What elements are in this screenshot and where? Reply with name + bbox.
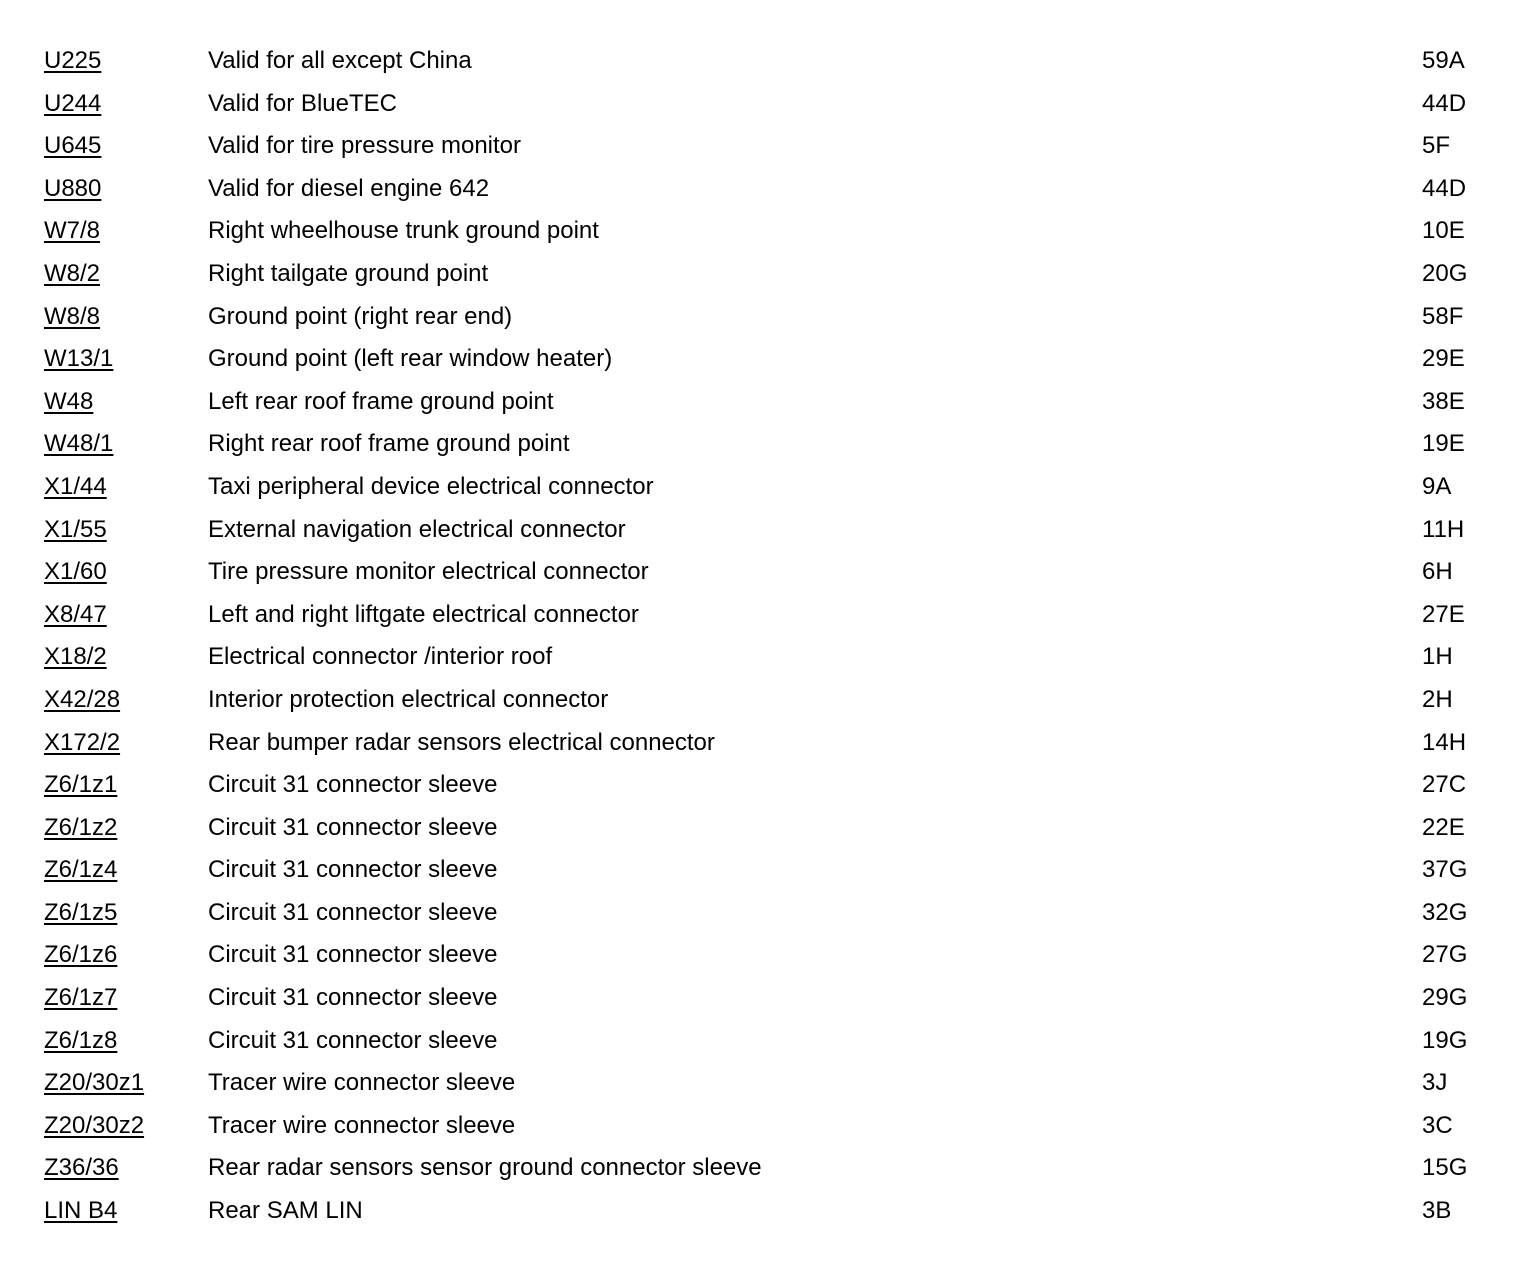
component-description: Left and right liftgate electrical connector bbox=[208, 600, 639, 628]
legend-row bbox=[0, 764, 1520, 807]
component-code-link[interactable]: X1/55 bbox=[44, 515, 107, 543]
legend-row bbox=[0, 423, 1520, 466]
legend-row bbox=[0, 40, 1520, 83]
component-code-link[interactable]: U225 bbox=[44, 47, 102, 74]
component-code-link[interactable]: X1/44 bbox=[44, 472, 107, 500]
legend-row bbox=[0, 466, 1520, 509]
legend-row bbox=[0, 1020, 1520, 1063]
grid-location: 59A bbox=[1422, 47, 1465, 74]
grid-location: 38E bbox=[1422, 387, 1465, 415]
component-description: Valid for diesel engine 642 bbox=[208, 174, 490, 202]
component-description: Valid for BlueTEC bbox=[208, 89, 397, 117]
component-description: Rear SAM LIN bbox=[208, 1197, 363, 1225]
component-description: Circuit 31 connector sleeve bbox=[208, 856, 498, 884]
legend-row bbox=[0, 679, 1520, 722]
grid-location: 44D bbox=[1422, 89, 1467, 117]
component-description: Circuit 31 connector sleeve bbox=[208, 941, 498, 969]
legend-row bbox=[0, 83, 1520, 126]
component-description: Circuit 31 connector sleeve bbox=[208, 984, 498, 1012]
grid-location: 27E bbox=[1422, 600, 1465, 628]
component-description: Interior protection electrical connector bbox=[208, 685, 609, 713]
legend-row bbox=[0, 210, 1520, 253]
legend-row bbox=[0, 807, 1520, 850]
grid-location: 44D bbox=[1422, 174, 1467, 202]
legend-row bbox=[0, 977, 1520, 1020]
component-code-link[interactable]: Z6/1z8 bbox=[44, 1026, 118, 1054]
legend-row bbox=[0, 509, 1520, 552]
component-code-link[interactable]: X8/47 bbox=[44, 600, 107, 628]
grid-location: 11H bbox=[1422, 515, 1465, 543]
component-code-link[interactable]: Z36/36 bbox=[44, 1154, 119, 1182]
component-description: Tracer wire connector sleeve bbox=[208, 1069, 516, 1097]
component-code-link[interactable]: W8/2 bbox=[44, 259, 101, 287]
grid-location: 29E bbox=[1422, 345, 1465, 373]
component-description: Ground point (right rear end) bbox=[208, 302, 513, 330]
component-description: Right wheelhouse trunk ground point bbox=[208, 217, 599, 245]
legend-row bbox=[0, 636, 1520, 679]
component-code-link[interactable]: W48 bbox=[44, 387, 94, 415]
component-description: Ground point (left rear window heater) bbox=[208, 345, 613, 373]
grid-location: 2H bbox=[1422, 685, 1453, 713]
component-description: Rear radar sensors sensor ground connector sleeve bbox=[208, 1154, 762, 1182]
grid-location: 29G bbox=[1422, 984, 1468, 1012]
component-description: Tire pressure monitor electrical connector bbox=[208, 558, 649, 586]
component-code-link[interactable]: U880 bbox=[44, 174, 102, 202]
component-description: Circuit 31 connector sleeve bbox=[208, 898, 498, 926]
grid-location: 3C bbox=[1422, 1111, 1453, 1139]
legend-row bbox=[0, 381, 1520, 424]
legend-row bbox=[0, 934, 1520, 977]
component-code-link[interactable]: Z20/30z2 bbox=[44, 1111, 145, 1139]
grid-location: 3B bbox=[1422, 1197, 1452, 1225]
component-code-link[interactable]: Z6/1z1 bbox=[44, 771, 118, 799]
grid-location: 10E bbox=[1422, 217, 1465, 245]
grid-location: 22E bbox=[1422, 813, 1465, 841]
grid-location: 1H bbox=[1422, 643, 1453, 671]
grid-location: 15G bbox=[1422, 1154, 1468, 1182]
component-code-link[interactable]: X1/60 bbox=[44, 558, 107, 586]
component-code-link[interactable]: W13/1 bbox=[44, 345, 114, 373]
grid-location: 14H bbox=[1422, 728, 1467, 756]
component-code-link[interactable]: U645 bbox=[44, 132, 102, 160]
component-description: Taxi peripheral device electrical connector bbox=[208, 472, 654, 500]
component-description: Valid for tire pressure monitor bbox=[208, 132, 522, 160]
grid-location: 37G bbox=[1422, 856, 1468, 884]
component-description: External navigation electrical connector bbox=[208, 515, 626, 543]
legend-row bbox=[0, 722, 1520, 765]
component-description: Tracer wire connector sleeve bbox=[208, 1111, 516, 1139]
grid-location: 6H bbox=[1422, 558, 1453, 586]
component-code-link[interactable]: W48/1 bbox=[44, 430, 114, 458]
legend-row bbox=[0, 168, 1520, 211]
legend-row bbox=[0, 1147, 1520, 1190]
component-code-link[interactable]: W7/8 bbox=[44, 217, 101, 245]
grid-location: 3J bbox=[1422, 1069, 1448, 1097]
component-code-link[interactable]: LIN B4 bbox=[44, 1197, 118, 1225]
grid-location: 27C bbox=[1422, 771, 1467, 799]
legend-row bbox=[0, 1190, 1520, 1233]
grid-location: 19E bbox=[1422, 430, 1465, 458]
component-description: Circuit 31 connector sleeve bbox=[208, 1026, 498, 1054]
grid-location: 32G bbox=[1422, 898, 1468, 926]
legend-row bbox=[0, 1062, 1520, 1105]
component-code-link[interactable]: Z6/1z7 bbox=[44, 984, 118, 1012]
component-description: Electrical connector /interior roof bbox=[208, 643, 553, 671]
legend-row bbox=[0, 892, 1520, 935]
component-code-link[interactable]: X172/2 bbox=[44, 728, 121, 756]
grid-location: 58F bbox=[1422, 302, 1464, 330]
legend-row bbox=[0, 594, 1520, 637]
legend-row bbox=[0, 1105, 1520, 1148]
component-description: Valid for all except China bbox=[208, 47, 472, 74]
legend-row bbox=[0, 125, 1520, 168]
component-code-link[interactable]: X18/2 bbox=[44, 643, 107, 671]
component-description: Right rear roof frame ground point bbox=[208, 430, 570, 458]
grid-location: 9A bbox=[1422, 472, 1452, 500]
component-code-link[interactable]: Z6/1z6 bbox=[44, 941, 118, 969]
component-code-link[interactable]: U244 bbox=[44, 89, 102, 117]
legend-row bbox=[0, 338, 1520, 381]
component-description: Right tailgate ground point bbox=[208, 259, 489, 287]
grid-location: 19G bbox=[1422, 1026, 1468, 1054]
component-code-link[interactable]: Z20/30z1 bbox=[44, 1069, 145, 1097]
component-description: Circuit 31 connector sleeve bbox=[208, 813, 498, 841]
legend-row bbox=[0, 296, 1520, 339]
grid-location: 20G bbox=[1422, 259, 1468, 287]
component-code-link[interactable]: Z6/1z2 bbox=[44, 813, 118, 841]
component-code-link[interactable]: W8/8 bbox=[44, 302, 101, 330]
grid-location: 5F bbox=[1422, 132, 1451, 160]
grid-location: 27G bbox=[1422, 941, 1468, 969]
legend-row bbox=[0, 551, 1520, 594]
component-description: Left rear roof frame ground point bbox=[208, 387, 554, 415]
component-code-link[interactable]: X42/28 bbox=[44, 685, 121, 713]
legend-row bbox=[0, 849, 1520, 892]
legend-row bbox=[0, 253, 1520, 296]
component-code-link[interactable]: Z6/1z5 bbox=[44, 898, 118, 926]
component-description: Rear bumper radar sensors electrical connector bbox=[208, 728, 715, 756]
component-legend-list bbox=[0, 40, 1520, 1233]
component-description: Circuit 31 connector sleeve bbox=[208, 771, 498, 799]
component-code-link[interactable]: Z6/1z4 bbox=[44, 856, 118, 884]
